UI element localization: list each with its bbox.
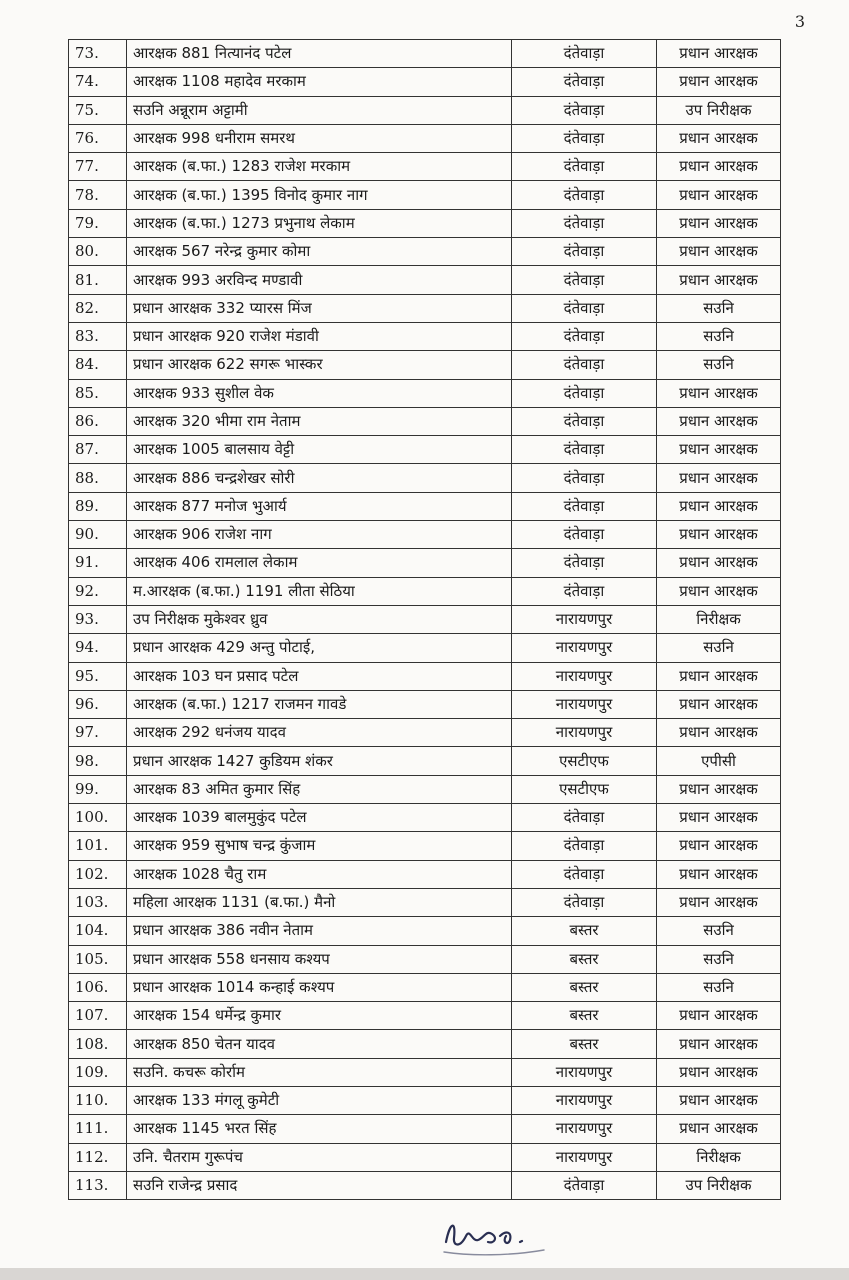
rank-cell: प्रधान आरक्षक: [657, 804, 781, 832]
district-cell: दंतेवाड़ा: [512, 832, 657, 860]
district-cell: दंतेवाड़ा: [512, 266, 657, 294]
table-row: [69, 747, 781, 775]
serial-number-cell: 89.: [69, 492, 127, 520]
serial-number-cell: 109.: [69, 1058, 127, 1086]
district-cell: नारायणपुर: [512, 605, 657, 633]
rank-cell: प्रधान आरक्षक: [657, 888, 781, 916]
serial-number-cell: 99.: [69, 775, 127, 803]
serial-number-cell: 100.: [69, 804, 127, 832]
name-cell: प्रधान आरक्षक 622 सगरू भास्कर: [127, 351, 512, 379]
rank-cell: प्रधान आरक्षक: [657, 209, 781, 237]
name-cell: आरक्षक 292 धनंजय यादव: [127, 719, 512, 747]
name-cell: आरक्षक 1005 बालसाय वेट्टी: [127, 436, 512, 464]
district-cell: दंतेवाड़ा: [512, 577, 657, 605]
personnel-table: [68, 39, 781, 1200]
serial-number-cell: 105.: [69, 945, 127, 973]
table-row: [69, 407, 781, 435]
rank-cell: सउनि: [657, 351, 781, 379]
serial-number-cell: 101.: [69, 832, 127, 860]
serial-number-cell: 104.: [69, 917, 127, 945]
district-cell: बस्तर: [512, 1030, 657, 1058]
district-cell: दंतेवाड़ा: [512, 209, 657, 237]
table-row: [69, 153, 781, 181]
name-cell: महिला आरक्षक 1131 (ब.फा.) मैनो: [127, 888, 512, 916]
table-row: [69, 322, 781, 350]
district-cell: दंतेवाड़ा: [512, 436, 657, 464]
rank-cell: प्रधान आरक्षक: [657, 860, 781, 888]
serial-number-cell: 73.: [69, 40, 127, 68]
name-cell: उप निरीक्षक मुकेश्वर ध्रुव: [127, 605, 512, 633]
district-cell: दंतेवाड़ा: [512, 804, 657, 832]
name-cell: सउनि राजेन्द्र प्रसाद: [127, 1171, 512, 1199]
rank-cell: निरीक्षक: [657, 605, 781, 633]
signature-mark: [440, 1212, 550, 1260]
personnel-table-body: [69, 40, 781, 1200]
rank-cell: सउनि: [657, 917, 781, 945]
name-cell: आरक्षक 133 मंगलू कुमेटी: [127, 1086, 512, 1114]
serial-number-cell: 88.: [69, 464, 127, 492]
district-cell: दंतेवाड़ा: [512, 294, 657, 322]
district-cell: बस्तर: [512, 1002, 657, 1030]
name-cell: आरक्षक 406 रामलाल लेकाम: [127, 549, 512, 577]
district-cell: दंतेवाड़ा: [512, 407, 657, 435]
table-row: [69, 634, 781, 662]
name-cell: आरक्षक 959 सुभाष चन्द्र कुंजाम: [127, 832, 512, 860]
district-cell: बस्तर: [512, 917, 657, 945]
serial-number-cell: 93.: [69, 605, 127, 633]
district-cell: दंतेवाड़ा: [512, 40, 657, 68]
district-cell: बस्तर: [512, 945, 657, 973]
rank-cell: प्रधान आरक्षक: [657, 436, 781, 464]
name-cell: प्रधान आरक्षक 332 प्यारस मिंज: [127, 294, 512, 322]
name-cell: सउनि अन्नूराम अट्टामी: [127, 96, 512, 124]
serial-number-cell: 84.: [69, 351, 127, 379]
rank-cell: प्रधान आरक्षक: [657, 181, 781, 209]
rank-cell: एपीसी: [657, 747, 781, 775]
serial-number-cell: 85.: [69, 379, 127, 407]
serial-number-cell: 77.: [69, 153, 127, 181]
name-cell: आरक्षक (ब.फा.) 1273 प्रभुनाथ लेकाम: [127, 209, 512, 237]
table-row: [69, 492, 781, 520]
rank-cell: प्रधान आरक्षक: [657, 124, 781, 152]
rank-cell: प्रधान आरक्षक: [657, 690, 781, 718]
serial-number-cell: 74.: [69, 68, 127, 96]
district-cell: नारायणपुर: [512, 1086, 657, 1114]
rank-cell: सउनि: [657, 945, 781, 973]
rank-cell: प्रधान आरक्षक: [657, 238, 781, 266]
serial-number-cell: 92.: [69, 577, 127, 605]
district-cell: एसटीएफ: [512, 775, 657, 803]
serial-number-cell: 103.: [69, 888, 127, 916]
rank-cell: उप निरीक्षक: [657, 1171, 781, 1199]
rank-cell: सउनि: [657, 322, 781, 350]
district-cell: दंतेवाड़ा: [512, 322, 657, 350]
district-cell: दंतेवाड़ा: [512, 181, 657, 209]
name-cell: आरक्षक 933 सुशील वेक: [127, 379, 512, 407]
serial-number-cell: 81.: [69, 266, 127, 294]
serial-number-cell: 76.: [69, 124, 127, 152]
serial-number-cell: 106.: [69, 973, 127, 1001]
table-row: [69, 1086, 781, 1114]
rank-cell: प्रधान आरक्षक: [657, 1030, 781, 1058]
table-row: [69, 719, 781, 747]
serial-number-cell: 82.: [69, 294, 127, 322]
name-cell: आरक्षक 103 घन प्रसाद पटेल: [127, 662, 512, 690]
district-cell: दंतेवाड़ा: [512, 351, 657, 379]
district-cell: दंतेवाड़ा: [512, 153, 657, 181]
table-row: [69, 1171, 781, 1199]
district-cell: दंतेवाड़ा: [512, 1171, 657, 1199]
name-cell: आरक्षक 906 राजेश नाग: [127, 521, 512, 549]
district-cell: दंतेवाड़ा: [512, 860, 657, 888]
table-row: [69, 68, 781, 96]
rank-cell: प्रधान आरक्षक: [657, 1086, 781, 1114]
rank-cell: प्रधान आरक्षक: [657, 40, 781, 68]
serial-number-cell: 87.: [69, 436, 127, 464]
table-row: [69, 917, 781, 945]
table-row: [69, 860, 781, 888]
table-row: [69, 775, 781, 803]
name-cell: आरक्षक 83 अमित कुमार सिंह: [127, 775, 512, 803]
page-number: 3: [794, 12, 805, 31]
serial-number-cell: 75.: [69, 96, 127, 124]
table-row: [69, 577, 781, 605]
name-cell: प्रधान आरक्षक 429 अन्तु पोटाई,: [127, 634, 512, 662]
serial-number-cell: 78.: [69, 181, 127, 209]
serial-number-cell: 95.: [69, 662, 127, 690]
table-row: [69, 40, 781, 68]
name-cell: आरक्षक 850 चेतन यादव: [127, 1030, 512, 1058]
rank-cell: सउनि: [657, 973, 781, 1001]
serial-number-cell: 112.: [69, 1143, 127, 1171]
serial-number-cell: 91.: [69, 549, 127, 577]
name-cell: प्रधान आरक्षक 920 राजेश मंडावी: [127, 322, 512, 350]
serial-number-cell: 79.: [69, 209, 127, 237]
name-cell: प्रधान आरक्षक 1014 कन्हाई कश्यप: [127, 973, 512, 1001]
district-cell: दंतेवाड़ा: [512, 96, 657, 124]
rank-cell: प्रधान आरक्षक: [657, 1115, 781, 1143]
serial-number-cell: 113.: [69, 1171, 127, 1199]
serial-number-cell: 107.: [69, 1002, 127, 1030]
name-cell: आरक्षक 1039 बालमुकुंद पटेल: [127, 804, 512, 832]
table-row: [69, 436, 781, 464]
table-row: [69, 605, 781, 633]
serial-number-cell: 96.: [69, 690, 127, 718]
table-row: [69, 945, 781, 973]
rank-cell: प्रधान आरक्षक: [657, 549, 781, 577]
name-cell: आरक्षक 320 भीमा राम नेताम: [127, 407, 512, 435]
district-cell: नारायणपुर: [512, 634, 657, 662]
district-cell: दंतेवाड़ा: [512, 379, 657, 407]
name-cell: आरक्षक 881 नित्यानंद पटेल: [127, 40, 512, 68]
rank-cell: प्रधान आरक्षक: [657, 492, 781, 520]
table-row: [69, 1002, 781, 1030]
table-row: [69, 804, 781, 832]
name-cell: आरक्षक 1145 भरत सिंह: [127, 1115, 512, 1143]
district-cell: नारायणपुर: [512, 662, 657, 690]
serial-number-cell: 80.: [69, 238, 127, 266]
district-cell: एसटीएफ: [512, 747, 657, 775]
table-row: [69, 662, 781, 690]
name-cell: आरक्षक 1108 महादेव मरकाम: [127, 68, 512, 96]
table-row: [69, 521, 781, 549]
rank-cell: प्रधान आरक्षक: [657, 521, 781, 549]
district-cell: दंतेवाड़ा: [512, 492, 657, 520]
rank-cell: प्रधान आरक्षक: [657, 153, 781, 181]
name-cell: आरक्षक (ब.फा.) 1217 राजमन गावडे: [127, 690, 512, 718]
serial-number-cell: 111.: [69, 1115, 127, 1143]
serial-number-cell: 97.: [69, 719, 127, 747]
rank-cell: निरीक्षक: [657, 1143, 781, 1171]
rank-cell: प्रधान आरक्षक: [657, 719, 781, 747]
table-row: [69, 351, 781, 379]
name-cell: उनि. चैतराम गुरूपंच: [127, 1143, 512, 1171]
district-cell: दंतेवाड़ा: [512, 238, 657, 266]
rank-cell: सउनि: [657, 634, 781, 662]
name-cell: आरक्षक 886 चन्द्रशेखर सोरी: [127, 464, 512, 492]
table-row: [69, 96, 781, 124]
table-row: [69, 181, 781, 209]
serial-number-cell: 94.: [69, 634, 127, 662]
rank-cell: प्रधान आरक्षक: [657, 1002, 781, 1030]
serial-number-cell: 110.: [69, 1086, 127, 1114]
table-row: [69, 690, 781, 718]
table-row: [69, 832, 781, 860]
district-cell: दंतेवाड़ा: [512, 68, 657, 96]
name-cell: आरक्षक (ब.फा.) 1283 राजेश मरकाम: [127, 153, 512, 181]
rank-cell: प्रधान आरक्षक: [657, 775, 781, 803]
district-cell: नारायणपुर: [512, 719, 657, 747]
district-cell: दंतेवाड़ा: [512, 549, 657, 577]
table-row: [69, 1143, 781, 1171]
table-row: [69, 464, 781, 492]
name-cell: प्रधान आरक्षक 386 नवीन नेताम: [127, 917, 512, 945]
table-row: [69, 294, 781, 322]
name-cell: आरक्षक 877 मनोज भुआर्य: [127, 492, 512, 520]
district-cell: नारायणपुर: [512, 1115, 657, 1143]
name-cell: प्रधान आरक्षक 1427 कुडियम शंकर: [127, 747, 512, 775]
serial-number-cell: 90.: [69, 521, 127, 549]
serial-number-cell: 102.: [69, 860, 127, 888]
rank-cell: प्रधान आरक्षक: [657, 68, 781, 96]
rank-cell: प्रधान आरक्षक: [657, 832, 781, 860]
name-cell: आरक्षक 993 अरविन्द मण्डावी: [127, 266, 512, 294]
name-cell: प्रधान आरक्षक 558 धनसाय कश्यप: [127, 945, 512, 973]
district-cell: दंतेवाड़ा: [512, 464, 657, 492]
table-row: [69, 973, 781, 1001]
table-row: [69, 379, 781, 407]
table-row: [69, 266, 781, 294]
table-row: [69, 209, 781, 237]
name-cell: आरक्षक (ब.फा.) 1395 विनोद कुमार नाग: [127, 181, 512, 209]
district-cell: बस्तर: [512, 973, 657, 1001]
serial-number-cell: 86.: [69, 407, 127, 435]
name-cell: आरक्षक 1028 चैतु राम: [127, 860, 512, 888]
rank-cell: प्रधान आरक्षक: [657, 407, 781, 435]
table-row: [69, 1058, 781, 1086]
rank-cell: उप निरीक्षक: [657, 96, 781, 124]
rank-cell: प्रधान आरक्षक: [657, 662, 781, 690]
table-row: [69, 888, 781, 916]
rank-cell: प्रधान आरक्षक: [657, 464, 781, 492]
serial-number-cell: 83.: [69, 322, 127, 350]
name-cell: म.आरक्षक (ब.फा.) 1191 लीता सेठिया: [127, 577, 512, 605]
district-cell: नारायणपुर: [512, 1143, 657, 1171]
name-cell: सउनि. कचरू कोर्राम: [127, 1058, 512, 1086]
name-cell: आरक्षक 154 धर्मेन्द्र कुमार: [127, 1002, 512, 1030]
district-cell: नारायणपुर: [512, 690, 657, 718]
table-row: [69, 238, 781, 266]
name-cell: आरक्षक 567 नरेन्द्र कुमार कोमा: [127, 238, 512, 266]
serial-number-cell: 98.: [69, 747, 127, 775]
table-row: [69, 1115, 781, 1143]
rank-cell: प्रधान आरक्षक: [657, 577, 781, 605]
district-cell: दंतेवाड़ा: [512, 124, 657, 152]
table-row: [69, 549, 781, 577]
table-row: [69, 1030, 781, 1058]
table-row: [69, 124, 781, 152]
district-cell: नारायणपुर: [512, 1058, 657, 1086]
district-cell: दंतेवाड़ा: [512, 521, 657, 549]
serial-number-cell: 108.: [69, 1030, 127, 1058]
rank-cell: प्रधान आरक्षक: [657, 1058, 781, 1086]
rank-cell: सउनि: [657, 294, 781, 322]
rank-cell: प्रधान आरक्षक: [657, 266, 781, 294]
rank-cell: प्रधान आरक्षक: [657, 379, 781, 407]
name-cell: आरक्षक 998 धनीराम समरथ: [127, 124, 512, 152]
district-cell: दंतेवाड़ा: [512, 888, 657, 916]
